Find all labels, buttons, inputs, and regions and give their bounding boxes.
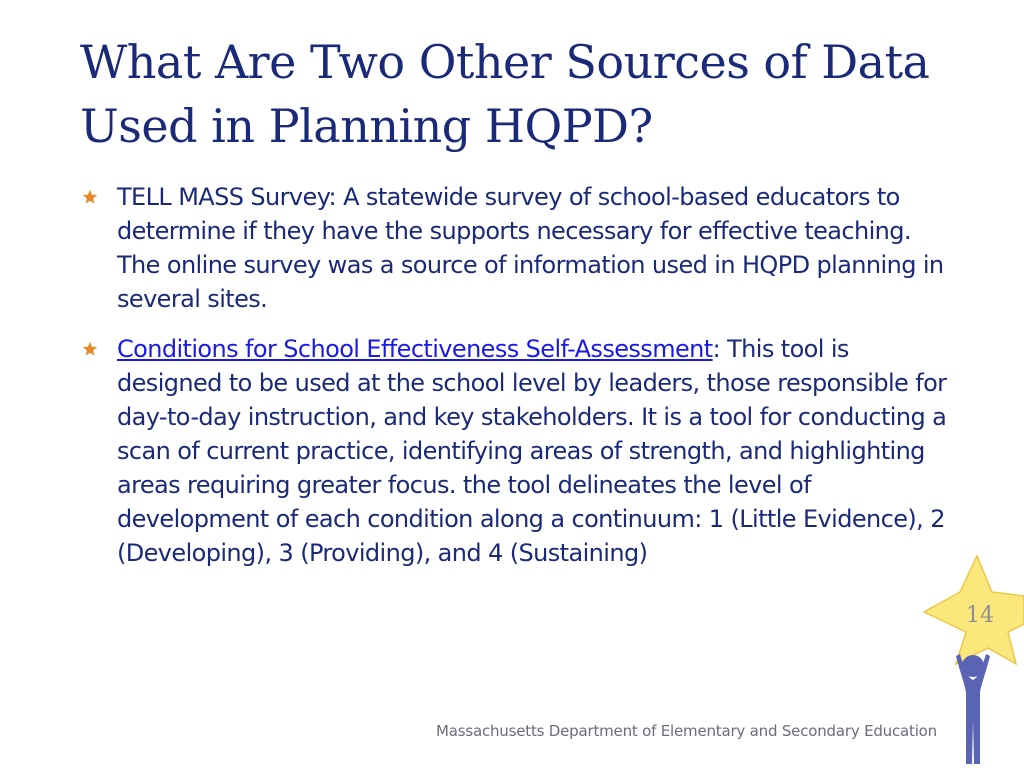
footer-organization: Massachusetts Department of Elementary and Secondary Education: [436, 722, 937, 740]
bullet-conditions-self-assessment: [80, 332, 960, 570]
bullet-text: TELL MASS Survey: A statewide survey of school-based educators to determine if they have the supports necessary for effective teaching. The online survey was a source of information used in HQPD planning in several sites.: [117, 183, 944, 313]
bullet-list: [80, 180, 960, 586]
star-icon: [80, 332, 100, 366]
bullet-text: : This tool is designed to be used at the school level by leaders, those responsible for day-to-day instruction, and key stakeholders. It is a tool for conducting a scan of current practice, identifying areas of strength, and highlighting areas requiring greater focus. the tool delineates the level of development of each condition along a continuum: 1 (Little Evidence), 2 (Developing), 3 (Providing), and 4 (Sustaining): [117, 335, 947, 567]
star-icon: [80, 180, 100, 214]
bullet-tell-mass-survey: [80, 180, 960, 316]
slide-number: 14: [966, 603, 994, 628]
conditions-self-assessment-link[interactable]: Conditions for School Effectiveness Self-Assessment: [117, 335, 713, 363]
slide-title: What Are Two Other Sources of Data Used in Planning HQPD?: [80, 35, 930, 153]
